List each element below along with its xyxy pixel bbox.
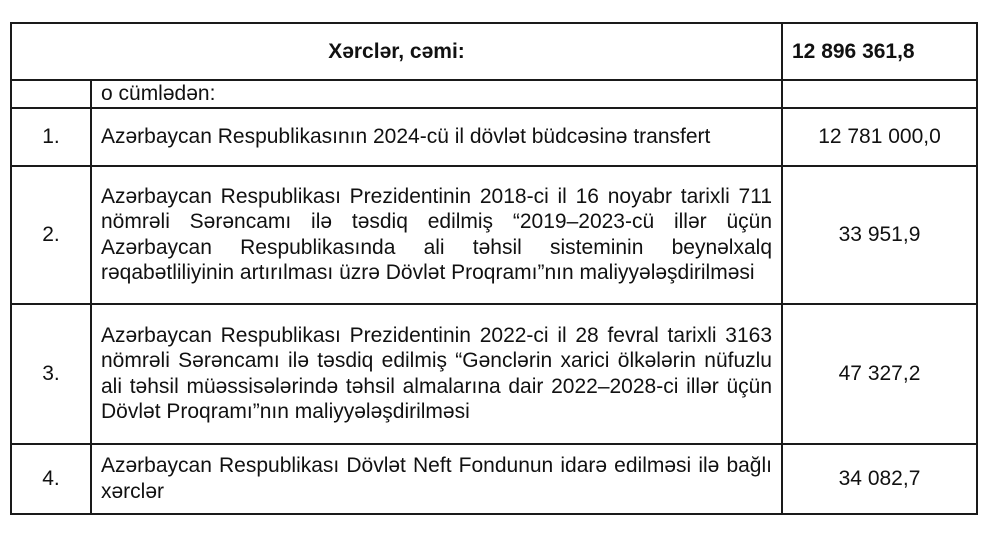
subheader-value-cell <box>782 80 977 108</box>
table-row <box>11 166 977 304</box>
row-number: 3. <box>11 304 91 444</box>
row-value: 33 951,9 <box>782 166 977 304</box>
expenses-total-label: Xərclər, cəmi: <box>11 23 782 80</box>
table-row <box>11 444 977 514</box>
row-description: Azərbaycan Respublikası Prezidentinin 2022-ci il 28 fevral tarixli 3163 nömrəli Sərəncamı ilə təsdiq edilmiş “Gənclərin xarici ölkələrin nüfuzlu ali təhsil müəssisələrində təhsil almalarına dair 2022–2028-ci illər üçün Dövlət Proqramı”nın maliyyələşdirilməsi <box>91 304 782 444</box>
row-number: 1. <box>11 108 91 166</box>
row-number: 2. <box>11 166 91 304</box>
row-description: Azərbaycan Respublikası Dövlət Neft Fondunun idarə edilməsi ilə bağlı xərclər <box>91 444 782 514</box>
row-number: 4. <box>11 444 91 514</box>
expenses-total-value: 12 896 361,8 <box>782 23 977 80</box>
row-description: Azərbaycan Respublikasının 2024-cü il dövlət büdcəsinə transfert <box>91 108 782 166</box>
subheader-number-cell <box>11 80 91 108</box>
subheader-label: o cümlədən: <box>91 80 782 108</box>
table-header-row <box>11 23 977 80</box>
table-row <box>11 304 977 444</box>
row-value: 34 082,7 <box>782 444 977 514</box>
subheader-row <box>11 80 977 108</box>
row-value: 12 781 000,0 <box>782 108 977 166</box>
row-description: Azərbaycan Respublikası Prezidentinin 2018-ci il 16 noyabr tarixli 711 nömrəli Sərəncamı ilə təsdiq edilmiş “2019–2023-cü illər üçün Azərbaycan Respublikasında ali təhsil sisteminin beynəlxalq rəqabətliliyinin artırılması üzrə Dövlət Proqramı”nın maliyyələşdirilməsi <box>91 166 782 304</box>
row-value: 47 327,2 <box>782 304 977 444</box>
expenses-table <box>10 22 978 515</box>
table-row <box>11 108 977 166</box>
